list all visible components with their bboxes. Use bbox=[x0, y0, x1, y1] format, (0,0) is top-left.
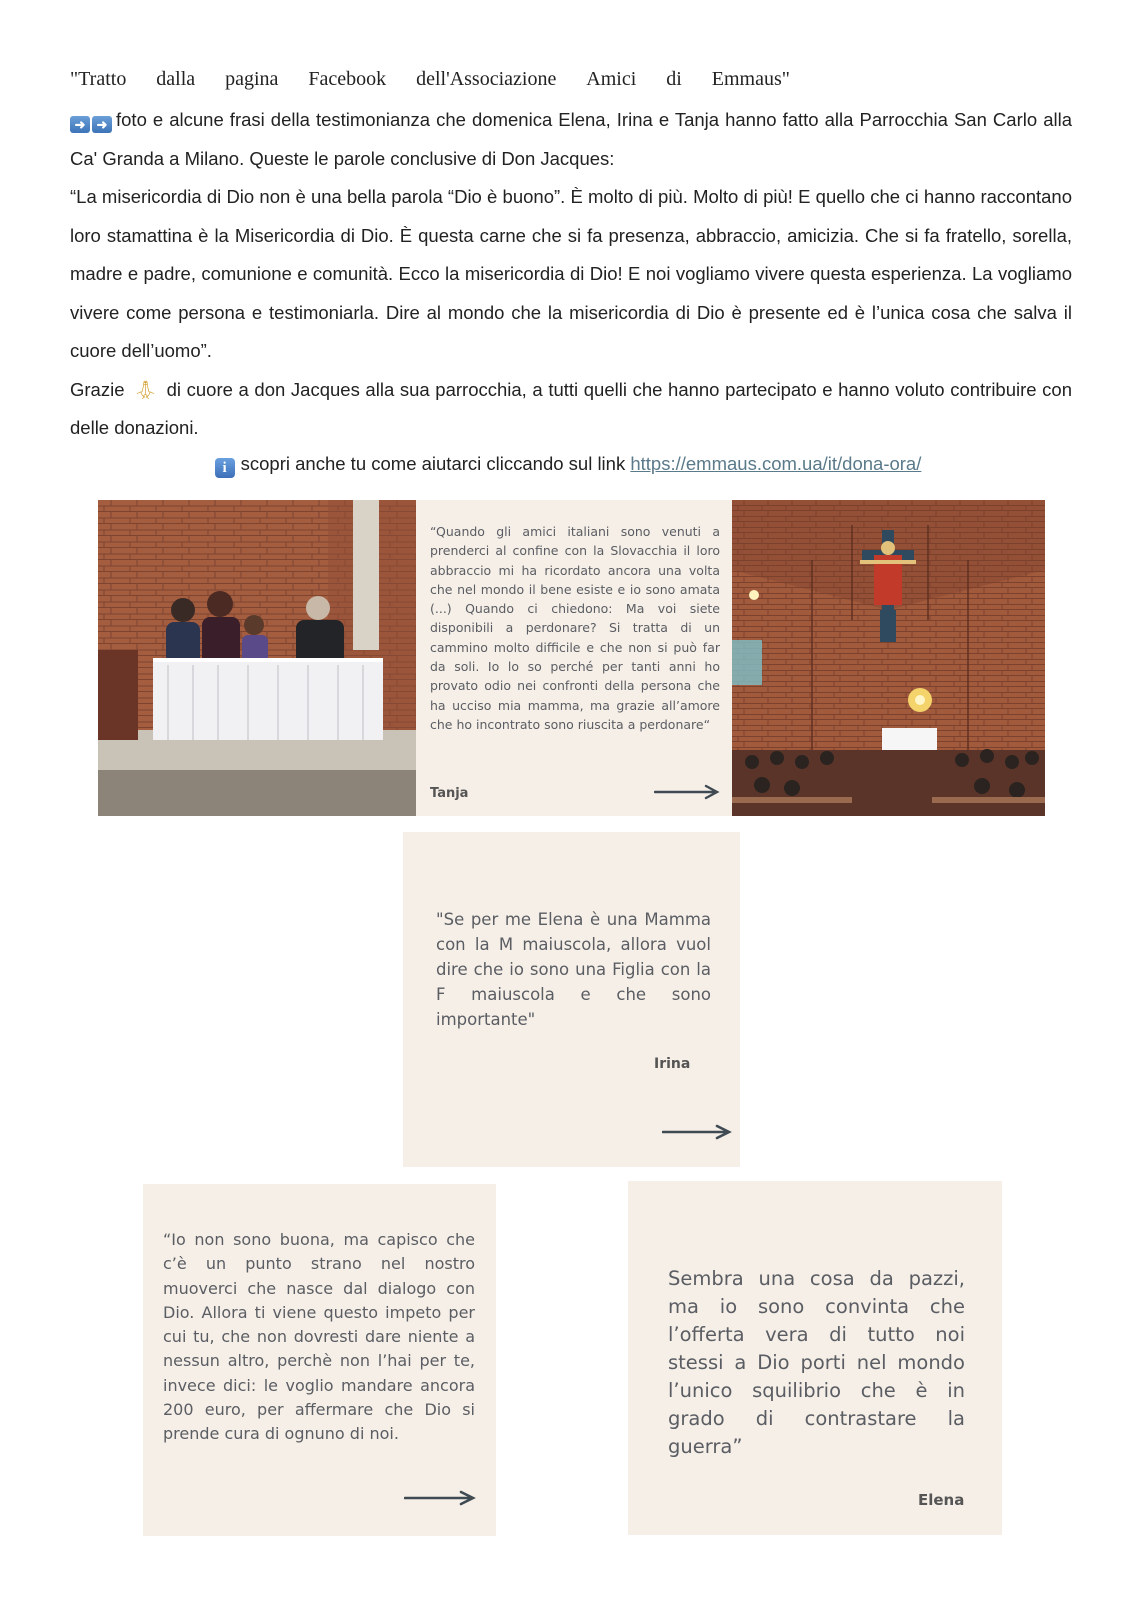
title-word: dalla bbox=[156, 68, 196, 90]
cta-text: scopri anche tu come aiutarci cliccando sul link bbox=[240, 453, 626, 474]
donate-link[interactable]: https://emmaus.com.ua/it/dona-ora/ bbox=[630, 453, 922, 474]
quote-author: Irina bbox=[654, 1056, 691, 1072]
praying-hands-icon: 🙏︎ bbox=[134, 379, 157, 400]
arrow-right-icon bbox=[662, 1123, 732, 1141]
quote-card-tanja bbox=[416, 500, 732, 816]
arrow-right-icon bbox=[654, 784, 720, 800]
intro-text bbox=[70, 101, 1072, 448]
title-word: dell'Associazione bbox=[416, 68, 557, 90]
quote-text: Sembra una cosa da pazzi, ma io sono convinta che l’offerta vera di tutto noi stessi a Dio porti nel mondo l’unico squilibrio che è in grado di contrastare la guerra” bbox=[668, 1267, 965, 1458]
donate-cta bbox=[0, 453, 1136, 478]
quote-author: Tanja bbox=[430, 786, 469, 801]
intro-paragraph-1: foto e alcune frasi della testimonianza che domenica Elena, Irina e Tanja hanno fatto alla Parrocchia San Carlo alla Ca' Granda a Milano. Queste le parole conclusive di Don Jacques: bbox=[70, 109, 1072, 169]
quote-card-irina bbox=[403, 832, 740, 1167]
quote-card-elena bbox=[628, 1181, 1002, 1535]
info-icon: i bbox=[215, 458, 235, 478]
intro-paragraph-2: “La misericordia di Dio non è una bella parola “Dio è buono”. È molto di più. Molto di più! E quello che ci hanno raccontano loro stamattina è la Misericordia di Dio. È questa carne che si fa presenza, abbraccio, amicizia. Che si fa fratello, sorella, madre e padre, comunione e comunità. Ecco la misericordia di Dio! E noi vogliamo vivere questa esperienza. La vogliamo vivere come persona e testimoniarla. Dire al mondo che la misericordia di Dio è presente ed è l’unica cosa che salva il cuore dell’uomo”. bbox=[70, 186, 1072, 361]
panel-photo-right bbox=[732, 500, 1045, 816]
title-word: Amici bbox=[586, 68, 637, 90]
arrow-right-icon bbox=[404, 1489, 476, 1507]
quote-text: “Io non sono buona, ma capisco che c’è un punto strano nel nostro muoverci che nasce dal dialogo con Dio. Allora ti viene questo impeto per cui tu, che non dovresti dare niente a nessun altro, perchè non l’hai per te, invece dici: le voglio mandare ancora 200 euro, per affermare che Dio si prende cura di ognuno di noi. bbox=[163, 1230, 475, 1444]
title-word: pagina bbox=[225, 68, 279, 90]
quote-author: Elena bbox=[918, 1491, 965, 1509]
title-word: "Tratto bbox=[70, 68, 127, 90]
quote-card-donation bbox=[143, 1184, 496, 1536]
thanks-word: Grazie bbox=[70, 378, 125, 400]
post-source-title bbox=[70, 68, 790, 91]
panel-photo-left bbox=[98, 500, 416, 816]
title-word: Facebook bbox=[308, 68, 387, 90]
arrows-emoji-icon: ➜ ➜ bbox=[70, 116, 112, 133]
thanks-paragraph: di cuore a don Jacques alla sua parrocchia, a tutti quelli che hanno partecipato e hanno voluto contribuire con delle donazioni. bbox=[70, 378, 1073, 438]
title-word: Emmaus" bbox=[711, 68, 790, 90]
title-word: di bbox=[666, 68, 682, 90]
quote-text: “Quando gli amici italiani sono venuti a prenderci al confine con la Slovacchia il loro abbraccio mi ha ricordato ancora una volta che nel mondo il bene esiste e io sono amata (...) Quando ci chiedono: Ma voi siete disponibili a perdonare? Si tratta di un cammino molto difficile e che non si può far da soli. Io lo so perché per tanti anni ho provato odio nei confronti della persona che ha ucciso mia mamma, ma grazie all’amore che ho incontrato sono riuscita a perdonare“ bbox=[430, 524, 720, 732]
quote-text: "Se per me Elena è una Mamma con la M maiuscola, allora vuol dire che io sono una Figlia con la F maiuscola e che sono importante" bbox=[436, 910, 711, 1029]
